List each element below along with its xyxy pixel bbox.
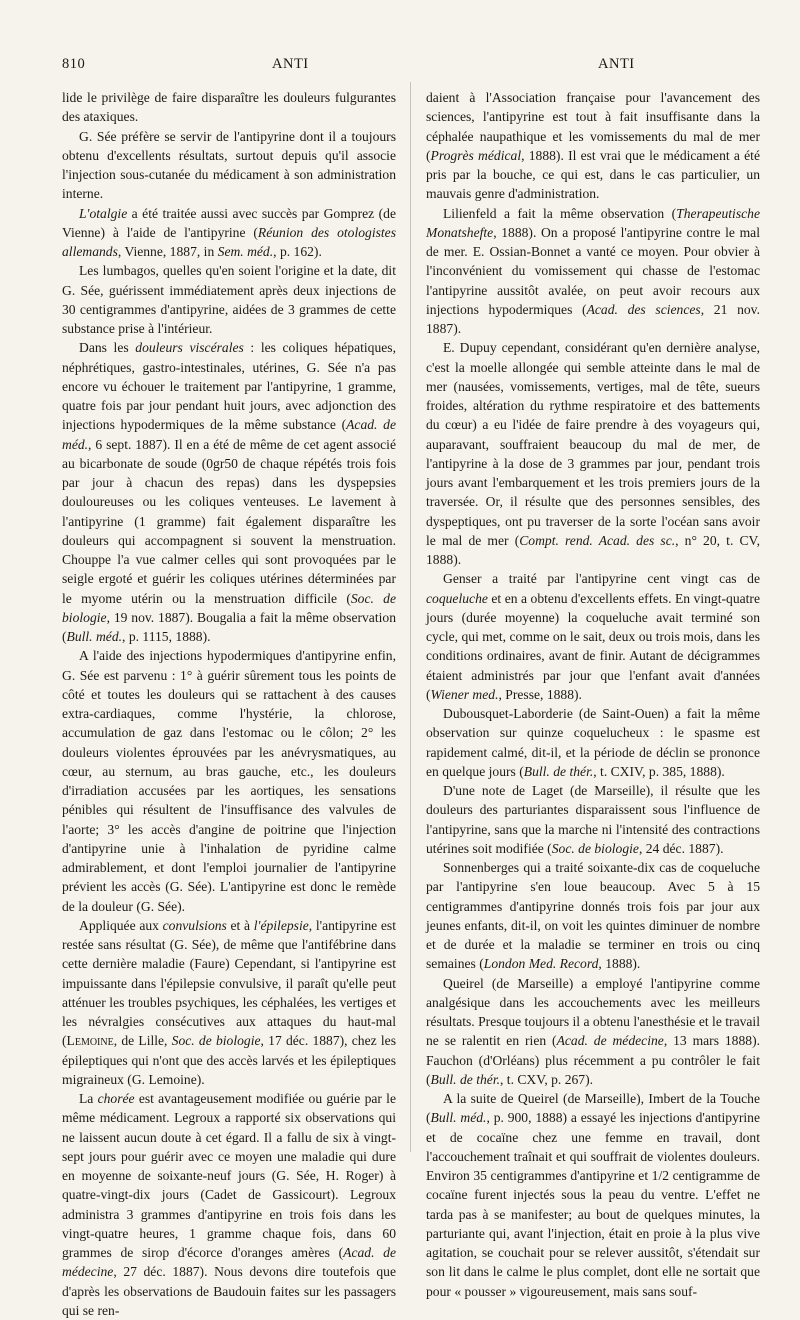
right-column [426,88,760,1299]
paragraph: Sonnenberges qui a traité soixante-dix cas de coqueluche par l'antipyrine s'en loue beaucoup. Avec 5 à 15 centigrammes d'antipyrine donnés trois fois par jour aux jeunes enfants, dit-il, on voit les quintes diminuer de nombre et de durée et la maladie se terminer en trois ou cinq semaines (London Med. Record, 1888). [426,860,760,972]
paragraph: A l'aide des injections hypodermiques d'antipyrine enfin, G. Sée est parvenu : 1° à guérir sûrement tous les points de côté et toutes les douleurs qui se rattachent à des causes extra-cardiaques, comme l'hystérie, la chlorose, accumulation de gaz dans l'estomac ou le côlon; 2° les douleurs violentes éprouvées par les anévrysmatiques, au cœur, au sternum, au bras gauche, etc., les douleurs d'irradiation accusées par les aortiques, les sensations pénibles qui résultent de l'insuffisance des valvules de l'aorte; 3° les accès d'angine de poitrine que l'injection d'antipyrine unie à l'inhalation de pyridine calme admirablement, et dont l'emploi journalier de l'antipyrine prévient les accès (G. Sée). L'antipyrine est donc le remède de la douleur (G. Sée). [62,648,396,914]
paragraph: Queirel (de Marseille) a employé l'antipyrine comme analgésique dans les accouchements avec les meilleurs résultats. Presque toujours il a obtenu l'anesthésie et le travail ne se ralentit en rien (Acad. de médecine, 13 mars 1888). Fauchon (d'Orléans) plus récemment a pu contrôler le fait (Bull. de thér., t. CXV, p. 267). [426,975,760,1087]
paragraph: Dubousquet-Laborderie (de Saint-Ouen) a fait la même observation sur quinze coquelucheux : le spasme est rapidement calmé, dit-il, et la période de déclin se prononce en quelque jours (Bull. de thér., t. CXIV, p. 385, 1888). [426,706,760,779]
paragraph: E. Dupuy cependant, considérant qu'en dernière analyse, c'est la moelle allongée qui semble atteinte dans le mal de mer (nausées, vomissements, vertiges, mal de tête, sueurs froides, altération du rythme respiratoire et des battements du cœur) a eu l'idée de faire prendre à des voyageurs qui, auparavant, souffraient beaucoup du mal de mer, de l'antipyrine à la dose de 3 grammes par jour, pendant trois jours avant l'embarquement et les trois premiers jours de la traversée. Or, il résulte que des personnes sensibles, des dyspeptiques, ont pu traverser de la sorte l'océan sans avoir le mal de mer (Compt. rend. Acad. des sc., n° 20, t. CV, 1888). [426,340,760,567]
paragraph: Appliquée aux convulsions et à l'épilepsie, l'antipyrine est restée sans résultat (G. Sée), de même que l'antifébrine dans cette dernière maladie (Faure) Cependant, si l'antipyrine est impuissante dans l'épilepsie convulsive, il paraît qu'elle peut atténuer les troubles psychiques, les céphalées, les vertiges et les névralgies consécutives aux attaques du haut-mal (Lemoine, de Lille, Soc. de biologie, 17 déc. 1887), chez les épileptiques qui n'ont que des accès larvés et les épileptiques migraineux (G. Lemoine). [62,917,396,1087]
paragraph: La chorée est avantageusement modifiée ou guérie par le même médicament. Legroux a rapporté six observations qui ne laissent aucun doute à cet égard. Il a fallu de six à vingt-sept jours pour guérir avec ce moyen une maladie qui dure en moyenne de soixante-neuf jours (G. Sée, H. Roger) à quatre-vingt-dix jours (Cadet de Gassicourt). Legroux administra 3 grammes d'antipyrine en trois fois dans les vingt-quatre heures, 1 gramme chaque fois, dans 60 grammes de sirop d'écorce d'oranges amères (Acad. de médecine, 27 déc. 1887). Nous devons dire toutefois que d'après les observations de Baudouin faites sur les passagers qui se ren- [62,1091,396,1318]
running-head-right: ANTI [598,56,635,72]
column-divider [410,82,411,1152]
running-head-left: ANTI [272,56,309,72]
paragraph: Genser a traité par l'antipyrine cent vingt cas de coqueluche et en a obtenu d'excellents effets. En vingt-quatre jours (durée moyenne) la coqueluche avait terminé son cycle, qui met, comme on le sait, deux ou trois mois, dans les conditions ordinaires, avant de finir. Autant de décigrammes étaient administrés par jour que l'enfant avait d'années (Wiener med., Presse, 1888). [426,571,760,702]
paragraph: A la suite de Queirel (de Marseille), Imbert de la Touche (Bull. méd., p. 900, 1888) a essayé les injections d'antipyrine et de cocaïne chez une femme en travail, dont l'accouchement traînait et qui souffrait de violentes douleurs. Environ 35 centigrammes d'antipyrine et 1/2 centigramme de cocaïne furent injectés sous la peau du ventre. L'effet ne tarda pas à se manifester; au bout de quelques minutes, la parturiante qui, avant l'injection, était en proie à la plus vive agitation, se couchait pour se relever aussitôt, s'étendait sur son lit dans le calme le plus complet, dont elle ne sortait que pour « pousser » vigoureusement, mais sans souf- [426,1091,760,1299]
paragraph: Lilienfeld a fait la même observation (Therapeutische Monatshefte, 1888). On a proposé l'antipyrine contre le mal de mer. E. Ossian-Bonnet a vanté ce moyen. Pour obvier à l'inconvénient du vomissement qui chasse de l'estomac l'antipyrine aussitôt avalée, on peut avoir recours aux injections hypodermiques (Acad. des sciences, 21 nov. 1887). [426,205,760,336]
paragraph: G. Sée préfère se servir de l'antipyrine dont il a toujours obtenu d'excellents résultats, surtout depuis qu'il associe l'injection sous-cutanée du médicament à son administration interne. [62,128,396,202]
paragraph: Les lumbagos, quelles qu'en soient l'origine et la date, dit G. Sée, guérissent immédiatement après deux injections de 30 centigrammes d'antipyrine, aidées de 3 grammes de cette substance prise à l'intérieur. [62,263,396,336]
left-column [62,88,396,1318]
paragraph: Dans les douleurs viscérales : les coliques hépatiques, néphrétiques, gastro-intestinales, utérines, G. Sée n'a pas encore vu échouer le traitement par l'antipyrine, 1 gramme, quatre fois par jour pendant huit jours, avec adjonction des injections hypodermiques de la même substance (Acad. de méd., 6 sept. 1887). Il en a été de même de cet agent associé au bicarbonate de soude (0gr50 de chaque répétés trois fois par jour à chacun des repas) dans les dyspepsies douloureuses ou les coliques venteuses. Le lavement à l'antipyrine (1 gramme) fait également disparaître les douleurs qui accompagnent si souvent la menstruation. Chouppe l'a vue calmer celles qui sont provoquées par le seigle ergoté et guérir les coliques utérines déterminées par le myome utérin ou la menstruation difficile (Soc. de biologie, 19 nov. 1887). Bougalia a fait la même observation (Bull. méd., p. 1115, 1888). [62,340,396,644]
paragraph: L'otalgie a été traitée aussi avec succès par Gomprez (de Vienne) à l'aide de l'antipyrine (Réunion des otologistes allemands, Vienne, 1887, in Sem. méd., p. 162). [62,205,396,259]
paragraph: D'une note de Laget (de Marseille), il résulte que les douleurs des parturiantes disparaissent sous l'influence de l'antipyrine, sans que la marche ni l'intensité des contractions utérines soit modifiée (Soc. de biologie, 24 déc. 1887). [426,783,760,856]
paragraph: daient à l'Association française pour l'avancement des sciences, l'antipyrine est tout à fait insuffisante dans la céphalée naupathique et les vomissements du mal de mer (Progrès médical, 1888). Il est vrai que le médicament a été pris par la bouche, ce qui est, dans le cas particulier, un mauvais genre d'administration. [426,90,760,202]
paragraph: lide le privilège de faire disparaître les douleurs fulgurantes des ataxiques. [62,90,396,125]
page-number: 810 [62,56,86,72]
